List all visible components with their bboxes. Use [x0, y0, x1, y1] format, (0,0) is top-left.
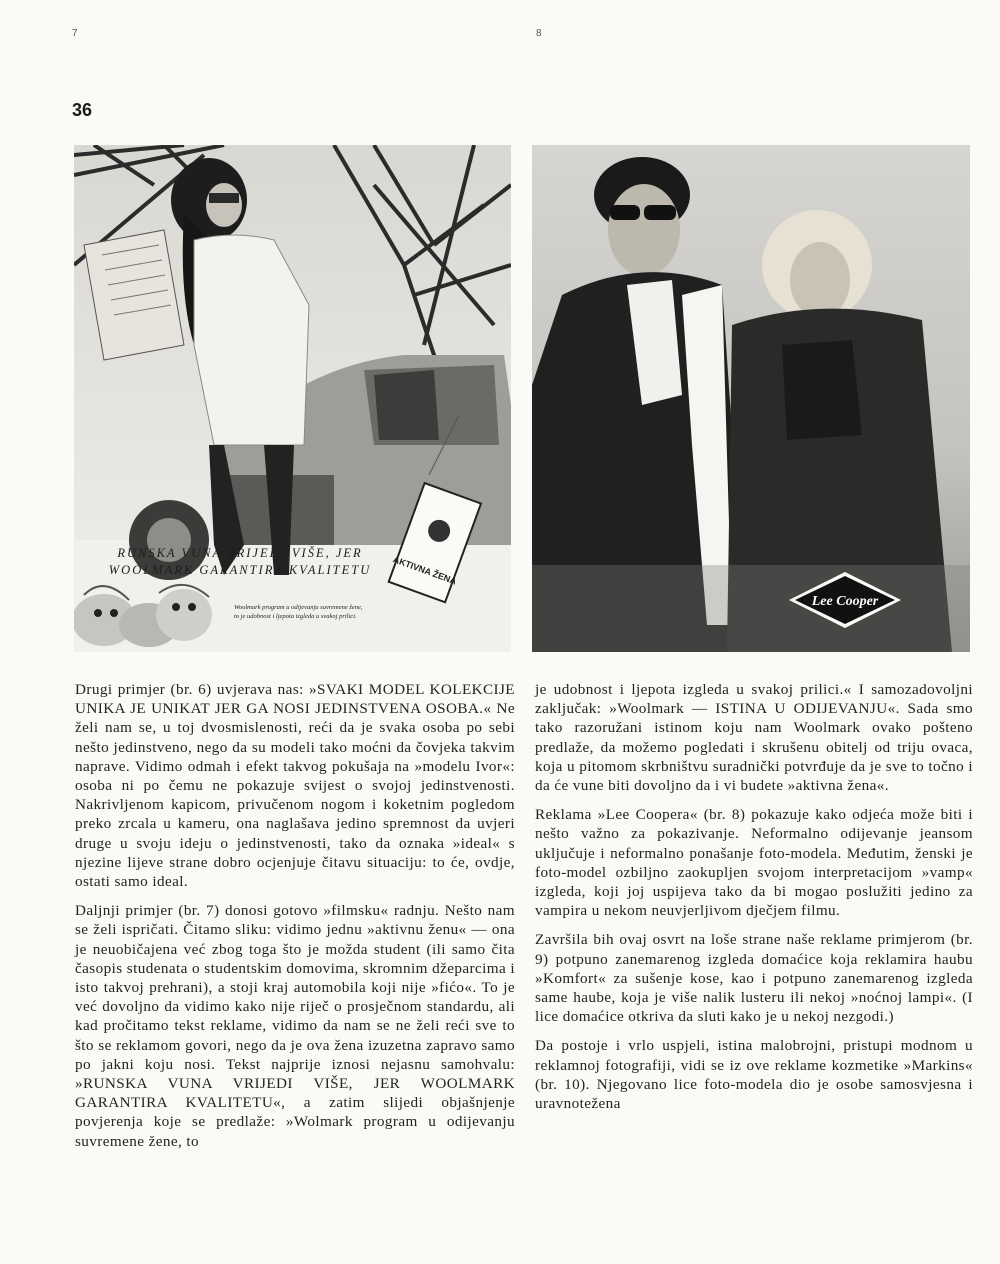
lee-cooper-photo: [532, 145, 970, 652]
paragraph: je udobnost i ljepota izgleda u svakoj prilici.« I samozadovoljni zaključak: »Woolmark — ISTINA U ODIJEVANJU«. Sada smo tako razoružani istinom koju nam Woolmark ovako pošteno predlaže, da možemo pogledati i skrušenu obitelj od triju ovaca, koja u pitomom skrbništvu suradnički potvrđuje da je sve to točno i da će vune biti dovoljno da i vi budete »aktivna žena«.: [535, 681, 973, 795]
small-print-line-1: Woolmark program u odijevanju suvremene žene,: [234, 604, 363, 611]
woolmark-small-print: [234, 603, 454, 621]
paragraph: Daljnji primjer (br. 7) donosi gotovo »filmsku« radnju. Nešto nam se želi ispričati. Čitamo sliku: vidimo jednu »aktivnu ženu« — ona je neuobičajena već zbog toga što je možda student (ili samo čita časopis studenata o studentskim domovima, skromnim džeparcima i isto takvoj prehrani), a stoji kraj automobila koji nije »fićo«. To je već dovoljno da vidimo kako nije riječ o prosječnom standardu, ali kad pročitamo tekst reklame, vidimo da nam se ne želi reći sve to što se reklamom govori, nego da je ova žena izuzetna zapravo samo po jakni koju nosi. Tekst najprije iznosi nejasnu samohvalu: »RUNSKA VUNA VRIJEDI VIŠE, JER WOOLMARK GARANTIRA KVALITETU«, a zatim slijedi objašnjenje povjerenja koje se predlaže: »Wolmark program u odijevanju suvremene žene, to: [75, 902, 515, 1150]
page-number: 36: [72, 100, 93, 120]
paragraph: Da postoje i vrlo uspjeli, istina malobrojni, pristupi modnom u reklamnoj fotografiji, vidi se iz ove reklame kozmetike »Markins« (br. 10). Njegovano lice foto-modela dio je osobe samosvjesna i uravnotežena: [535, 1037, 973, 1113]
paragraph: Drugi primjer (br. 6) uvjerava nas: »SVAKI MODEL KOLEKCIJE UNIKA JE UNIKAT JER GA NOSI JEDINSTVENA OSOBA.« Ne želi nam se, u toj dvosmislenosti, reći da je svaka osoba po sebi nešto jedinstveno, nego da su modeli tako moćni da čovjeka takvim naprave. Vidimo odmah i efekt takvog pokušaja na »modelu Ivor«: osoba ni po čemu ne pokazuje svijest o svojoj jedinstvenosti. Nakrivljenom kapicom, privučenom nogom i koketnim pogledom preko zrcala u kameru, ona naglašava jedino spremnost da uvjeri druge u svoju ideju o jedinstvenosti, tako da oznaka »ideal« s njezine lijeve strane dobro ocjenjuje čitavu situaciju: to će, ovdje, ostati samo ideal.: [75, 681, 515, 891]
caption-line-2: WOOLMARK GARANTIRA KVALITETU: [108, 563, 372, 577]
woolmark-caption: [90, 545, 390, 579]
text-column-left: [75, 680, 515, 1161]
logo-text: Lee Cooper: [811, 594, 879, 609]
figure-lee-cooper-ad: [532, 145, 970, 652]
hang-tag-label: AKTIVNA ŽENA: [391, 554, 458, 587]
corner-mark-left: 7: [72, 28, 78, 39]
corner-mark-right: 8: [536, 28, 542, 39]
caption-line-1: RUNSKA VUNA VRIJEDI VIŠE, JER: [117, 546, 363, 560]
small-print-line-2: to je udobnost i ljepota izgleda u svakoj prilici.: [234, 613, 357, 620]
figure-woolmark-ad: [74, 145, 511, 652]
paragraph: Završila bih ovaj osvrt na loše strane naše reklame primjerom (br. 9) potpuno zanemarenog izgleda domaćice koja reklamira haubu »Komfort« za sušenje kose, kao i potpuno zanemarenog izgleda same haube, koja je više nalik lusteru ili nekoj »noćnoj lampi«. (I lice domaćice otkriva da sluti kako je u nekoj nezgodi.): [535, 931, 973, 1026]
text-column-right: [535, 680, 973, 1123]
paragraph: Reklama »Lee Coopera« (br. 8) pokazuje kako odjeća može biti i nešto važno za pokazivanje. Neformalno odijevanje jeansom uključuje i neformalno ponašanje foto-modela. Međutim, ženski je foto-model ozbiljno zaokupljen svojom interpretacijom »vamp« izgleda, koji joj uspijeva tako da bi mogao poslužiti jedino za vampira u nekom neuvjerljivom dječjem filmu.: [535, 806, 973, 920]
